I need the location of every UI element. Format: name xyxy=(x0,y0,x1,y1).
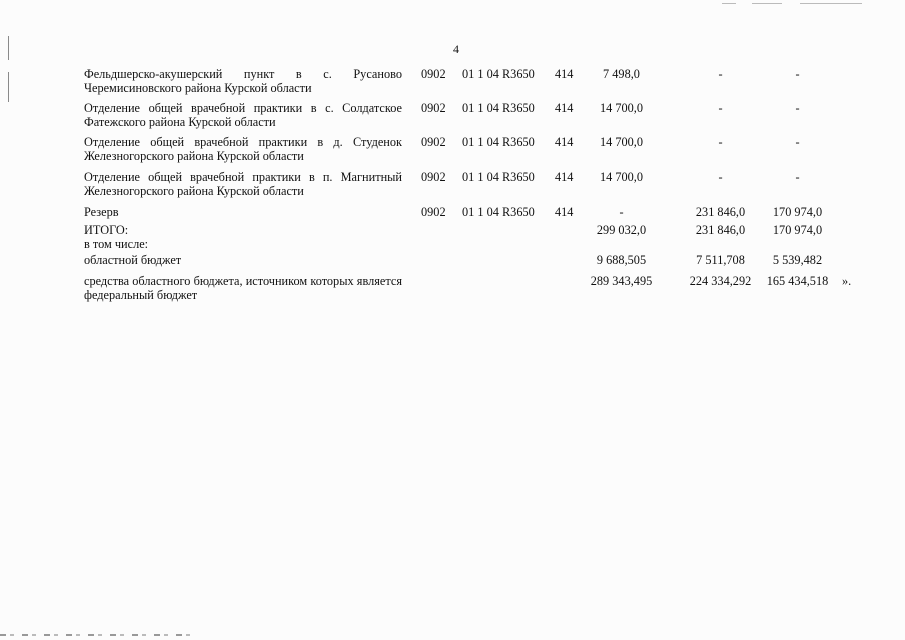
row-code: 01 1 04 R3650 xyxy=(462,101,535,115)
row-value-1: 14 700,0 xyxy=(599,170,644,184)
row-value-1: 14 700,0 xyxy=(599,135,644,149)
row-chapter: 0902 xyxy=(421,205,446,219)
row-value-2: - xyxy=(718,67,723,81)
row-value-2: - xyxy=(718,135,723,149)
row-value-2: 231 846,0 xyxy=(695,205,746,219)
row-value-3: - xyxy=(795,135,800,149)
row-chapter: 0902 xyxy=(421,170,446,184)
row-value-3: - xyxy=(795,101,800,115)
row-code: 01 1 04 R3650 xyxy=(462,170,535,184)
totals-value-1: 299 032,0 xyxy=(596,223,647,237)
row-value-3: 170 974,0 xyxy=(772,205,823,219)
federal-value-1: 289 343,495 xyxy=(590,274,653,288)
row-value-3: - xyxy=(795,170,800,184)
closing-quote-mark: ». xyxy=(842,274,852,288)
federal-value-3: 165 434,518 xyxy=(766,274,829,288)
row-vr: 414 xyxy=(555,67,574,81)
row-chapter: 0902 xyxy=(421,67,446,81)
regional-value-3: 5 539,482 xyxy=(772,253,823,267)
row-chapter: 0902 xyxy=(421,101,446,115)
row-value-2: - xyxy=(718,170,723,184)
row-name: Отделение общей врачебной практики в с. Солдатское Фатежского района Курской области xyxy=(84,101,402,129)
regional-label: областной бюджет xyxy=(84,253,182,267)
row-name: Отделение общей врачебной практики в п. Магнитный Железногорского района Курской области xyxy=(84,170,402,198)
row-value-1: 14 700,0 xyxy=(599,101,644,115)
regional-value-1: 9 688,505 xyxy=(596,253,647,267)
row-name: Отделение общей врачебной практики в д. Студенок Железногорского района Курской области xyxy=(84,135,402,163)
row-code: 01 1 04 R3650 xyxy=(462,67,535,81)
row-code: 01 1 04 R3650 xyxy=(462,205,535,219)
totals-label: ИТОГО: xyxy=(84,223,129,237)
page-number: 4 xyxy=(453,42,459,56)
row-name: Резерв xyxy=(84,205,119,219)
row-vr: 414 xyxy=(555,101,574,115)
row-value-2: - xyxy=(718,101,723,115)
row-value-3: - xyxy=(795,67,800,81)
row-code: 01 1 04 R3650 xyxy=(462,135,535,149)
row-vr: 414 xyxy=(555,170,574,184)
including-label: в том числе: xyxy=(84,237,149,251)
row-chapter: 0902 xyxy=(421,135,446,149)
row-vr: 414 xyxy=(555,135,574,149)
regional-value-2: 7 511,708 xyxy=(696,253,745,267)
row-vr: 414 xyxy=(555,205,574,219)
row-name: Фельдшерско-акушерский пункт в с. Русаново Черемисиновского района Курской области xyxy=(84,67,402,95)
totals-value-3: 170 974,0 xyxy=(772,223,823,237)
federal-value-2: 224 334,292 xyxy=(689,274,752,288)
federal-label: средства областного бюджета, источником которых является федеральный бюджет xyxy=(84,274,402,302)
totals-value-2: 231 846,0 xyxy=(695,223,746,237)
scan-bottom-noise xyxy=(0,634,190,636)
row-value-1: - xyxy=(619,205,624,219)
row-value-1: 7 498,0 xyxy=(603,67,640,81)
